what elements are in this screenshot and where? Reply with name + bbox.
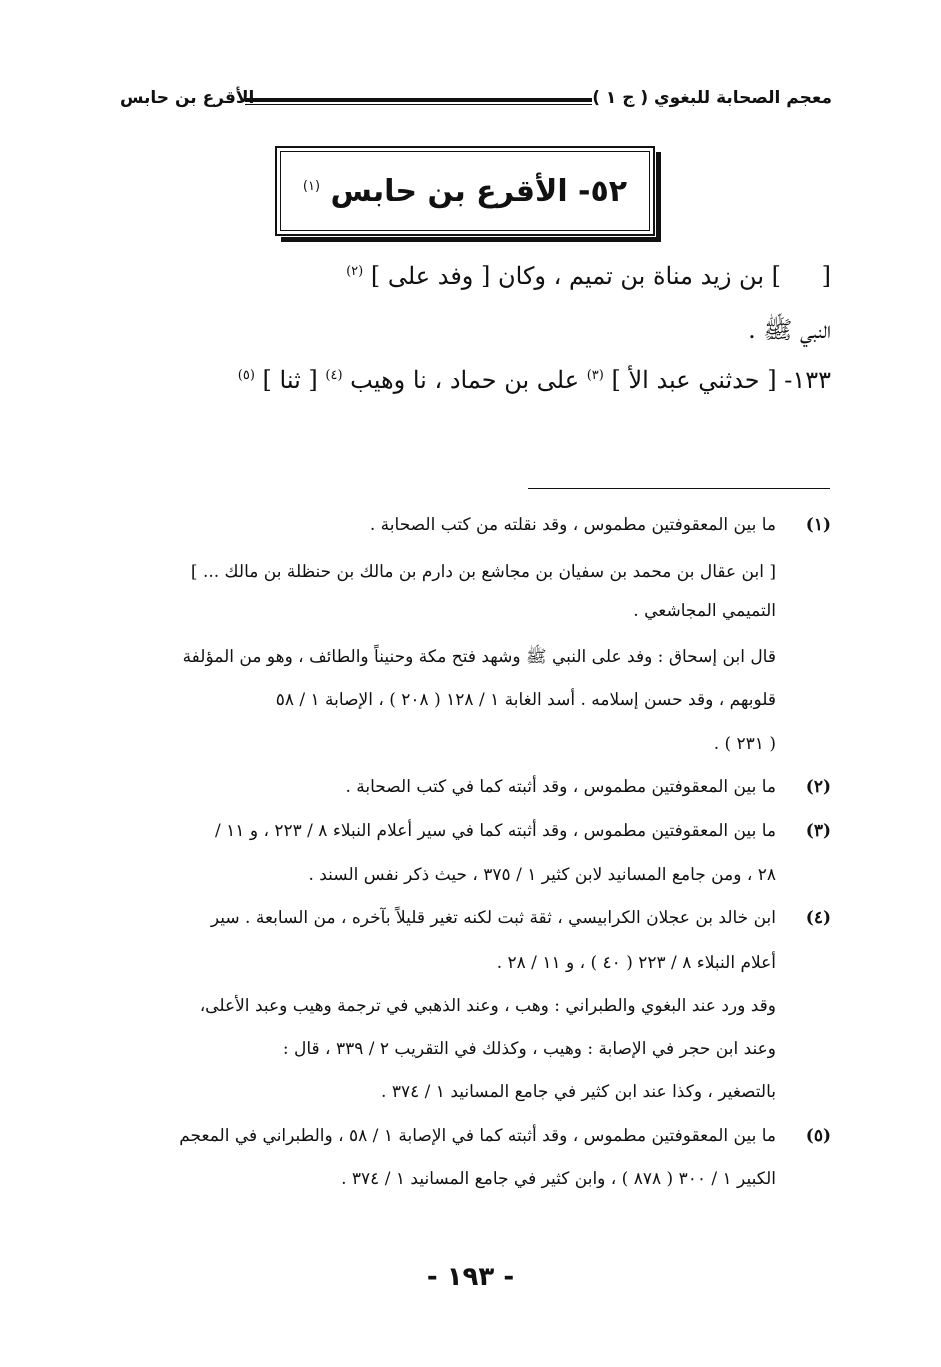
hadith-chain-mid: على بن حماد ، نا وهيب	[350, 366, 580, 394]
footnote-4-line-5: بالتصغير ، وكذا عند ابن كثير في جامع المسانيد ١ / ٣٧٤ .	[381, 1082, 776, 1102]
footnote-1-line-1: ما بين المعقوفتين مطموس ، وقد نقلته من كتب الصحابة .	[369, 515, 776, 535]
body-line-1-bracket	[822, 262, 831, 290]
footnote-4-line-3: وقد ورد عند البغوي والطبراني : وهب ، وعند الذهبي في ترجمة وهيب وعبد الأعلى،	[199, 996, 776, 1016]
footnote-ref-5: (٥)	[237, 368, 255, 383]
footnote-4-line-2: أعلام النبلاء ٨ / ٢٢٣ ( ٤٠ ) ، و ١١ / ٢٨ .	[496, 953, 776, 973]
body-line-2-text: النبي ﷺ .	[748, 316, 831, 344]
entry-title-box	[275, 146, 655, 236]
footnote-5-number: (٥)	[805, 1126, 831, 1146]
header-entry-title: الأقرع بن حابس	[120, 88, 255, 108]
running-header	[120, 88, 832, 118]
page-number: - ١٩٣ -	[426, 1262, 515, 1292]
footnote-1-line-6: ( ٢٣١ ) .	[713, 734, 776, 754]
footnote-ref-4: (٤)	[325, 368, 343, 383]
footnote-1-line-4: قال ابن إسحاق : وفد على النبي ﷺ وشهد فتح مكة وحنيناً والطائف ، وهو من المؤلفة	[182, 647, 776, 667]
bracket-open: [	[821, 262, 831, 290]
footnote-1-line-5: قلوبهم ، وقد حسن إسلامه . أسد الغابة ١ / ١٢٨ ( ٢٠٨ ) ، الإصابة ١ / ٥٨	[275, 690, 776, 710]
footnote-1-line-3: التميمي المجاشعي .	[633, 601, 776, 621]
hadith-number-and-opening: ١٣٣- [ حدثني عبد الأ ]	[611, 366, 831, 394]
footnote-ref-2: (٢)	[346, 264, 364, 279]
footnote-3-number: (٣)	[805, 821, 831, 841]
entry-title	[277, 174, 653, 209]
footnote-2-line-1: ما بين المعقوفتين مطموس ، وقد أثبته كما في كتب الصحابة .	[345, 777, 776, 797]
header-rule	[245, 98, 592, 105]
body-line-1	[346, 262, 781, 290]
header-book-title: معجم الصحابة للبغوي ( ج ١ )	[592, 88, 832, 108]
hadith-chain-end: [ ثنا ]	[262, 366, 318, 394]
footnote-2-number: (٢)	[805, 777, 831, 797]
footnote-1-number: (١)	[805, 515, 831, 535]
footnote-separator	[528, 488, 830, 489]
body-line-2	[748, 315, 831, 350]
body-line-1-text: ] بن زيد مناة بن تميم ، وكان [ وفد على ]	[370, 262, 781, 290]
entry-title-text: ٥٢- الأقرع بن حابس	[330, 174, 628, 209]
footnote-4-line-4: وعند ابن حجر في الإصابة : وهيب ، وكذلك في التقريب ٢ / ٣٣٩ ، قال :	[282, 1039, 776, 1059]
footnote-5-line-2: الكبير ١ / ٣٠٠ ( ٨٧٨ ) ، وابن كثير في جامع المسانيد ١ / ٣٧٤ .	[341, 1169, 776, 1189]
footnote-ref-3: (٣)	[586, 368, 604, 383]
footnote-4-line-1: ابن خالد بن عجلان الكرابيسي ، ثقة ثبت لكنه تغير قليلاً بآخره ، من السابعة . سير	[210, 908, 776, 928]
footnote-4-number: (٤)	[805, 908, 831, 928]
footnote-3-line-2: ٢٨ ، ومن جامع المسانيد لابن كثير ١ / ٣٧٥ ، حيث ذكر نفس السند .	[308, 865, 776, 885]
body-line-3	[238, 366, 831, 394]
footnote-5-line-1: ما بين المعقوفتين مطموس ، وقد أثبته كما في الإصابة ١ / ٥٨ ، والطبراني في المعجم	[179, 1126, 776, 1146]
entry-title-ref: (١)	[302, 179, 321, 194]
footnote-1-line-2: [ ابن عقال بن محمد بن سفيان بن مجاشع بن دارم بن مالك بن حنظلة بن مالك ... ]	[190, 562, 776, 582]
footnote-3-line-1: ما بين المعقوفتين مطموس ، وقد أثبته كما في سير أعلام النبلاء ٨ / ٢٢٣ ، و ١١ /	[215, 821, 776, 841]
